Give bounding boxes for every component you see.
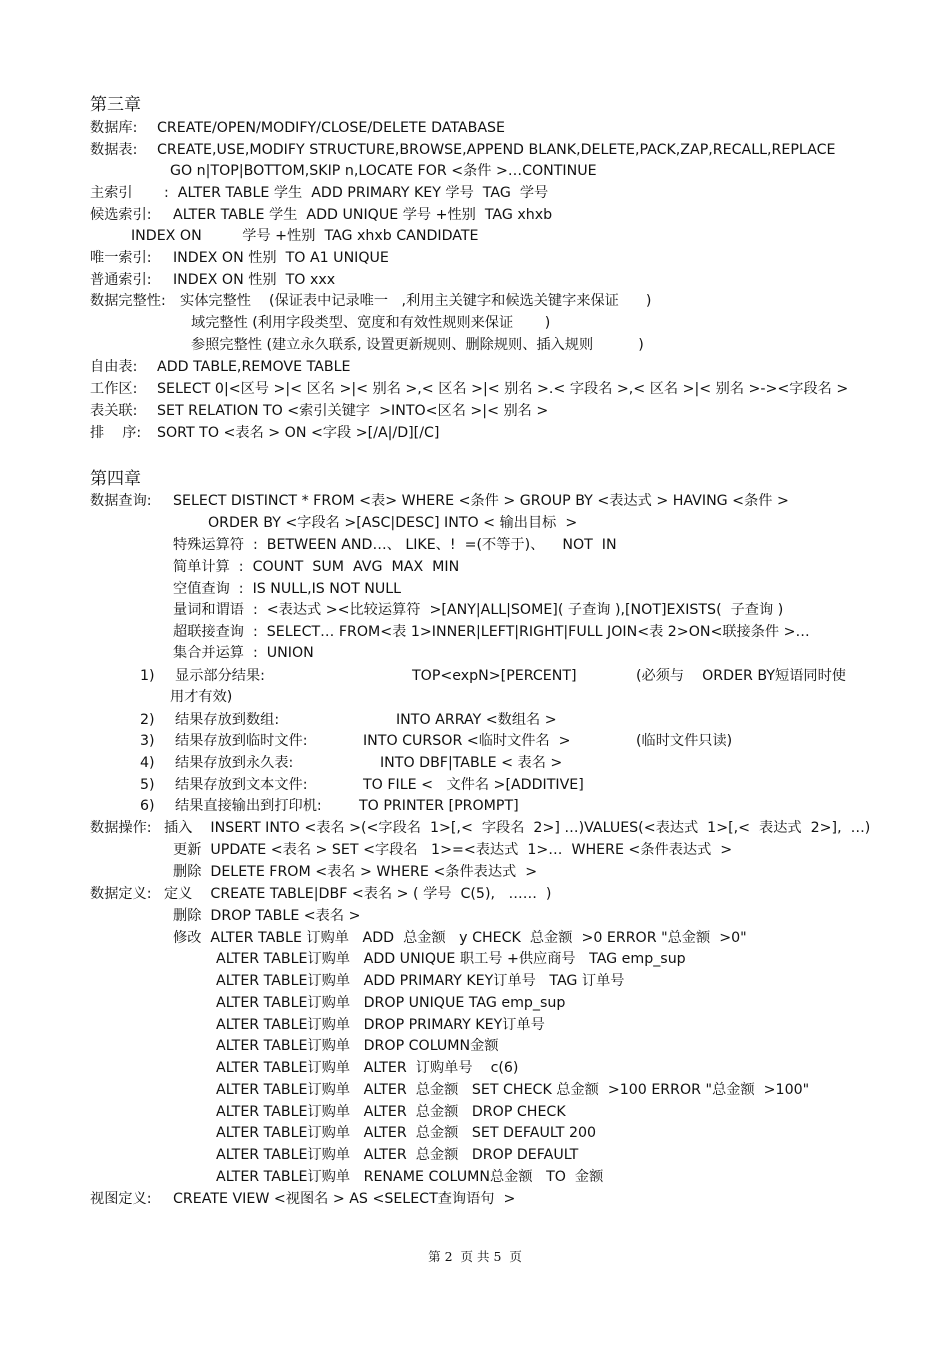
free-table-text: ADD TABLE,REMOVE TABLE	[157, 359, 351, 375]
free-table-label: 自由表:	[90, 359, 138, 375]
alter-line: ALTER TABLE订购单 RENAME COLUMN总金额 TO 金额	[216, 1169, 604, 1185]
alter-line: ALTER TABLE订购单 ALTER 总金额 SET CHECK 总金额 >100 ERROR "总金额 >100"	[216, 1082, 810, 1098]
list-item-label: 显示部分结果:	[175, 668, 265, 684]
alter-line: ALTER TABLE订购单 DROP PRIMARY KEY订单号	[216, 1017, 545, 1033]
chapter-3-title: 第三章	[90, 95, 141, 115]
table-label: 数据表:	[90, 142, 138, 158]
alter-line: ALTER TABLE订购单 ALTER 订购单号 c(6)	[216, 1060, 519, 1076]
simple-calc: 简单计算 : COUNT SUM AVG MAX MIN	[173, 559, 460, 575]
work-area-text: SELECT 0|<区号 >|< 区名 >|< 别名 >,< 区名 >|< 别名 >.< 字段名 >,< 区名 >|< 别名 >-><字段名 >	[157, 381, 849, 397]
database-label: 数据库:	[90, 120, 138, 136]
query-text: SELECT DISTINCT * FROM <表> WHERE <条件 > GROUP BY <表达式 > HAVING <条件 >	[173, 493, 789, 509]
integrity-text-2: 域完整性 (利用字段类型、宽度和有效性规则来保证 )	[191, 315, 551, 331]
list-item-num: 5)	[140, 777, 155, 793]
primary-index-label: 主索引	[90, 185, 133, 201]
data-def-label: 数据定义:	[90, 886, 152, 902]
relation-label: 表关联:	[90, 403, 138, 419]
page-footer: 第 2 页 共 5 页	[428, 1249, 522, 1264]
alter-line: ALTER TABLE订购单 ADD UNIQUE 职工号 +供应商号 TAG emp_sup	[216, 951, 686, 967]
list-item-command: INTO DBF|TABLE < 表名 >	[380, 755, 563, 771]
list-item-command: TOP<expN>[PERCENT]	[412, 668, 577, 684]
list-item-label: 结果存放到数组:	[175, 712, 280, 728]
work-area-label: 工作区:	[90, 381, 138, 397]
alter-line: ALTER TABLE订购单 DROP UNIQUE TAG emp_sup	[216, 995, 566, 1011]
data-op-insert: 插入 INSERT INTO <表名 >(<字段名 1>[,< 字段名 2>] …)VALUES(<表达式 1>[,< 表达式 2>], …)	[164, 820, 871, 836]
list-item-label: 结果存放到永久表:	[175, 755, 294, 771]
alter-line: ALTER TABLE订购单 ALTER 总金额 DROP CHECK	[216, 1104, 566, 1120]
list-item-command: INTO CURSOR <临时文件名 >	[363, 733, 571, 749]
candidate-index-text: ALTER TABLE 学生 ADD UNIQUE 学号 +性别 TAG xhxb	[173, 207, 553, 223]
special-operators: 特殊运算符 : BETWEEN AND…、 LIKE、! =(不等于)、 NOT IN	[173, 537, 617, 553]
list-item-num: 2)	[140, 712, 155, 728]
table-text-2: GO n|TOP|BOTTOM,SKIP n,LOCATE FOR <条件 >…CONTINUE	[170, 163, 597, 179]
list-item-command: TO FILE < 文件名 >[ADDITIVE]	[363, 777, 584, 793]
list-item-note: (必须与 ORDER BY短语同时使	[636, 668, 846, 684]
data-op-label: 数据操作:	[90, 820, 152, 836]
unique-index-label: 唯一索引:	[90, 250, 152, 266]
list-item-note-2: 用才有效)	[170, 689, 233, 705]
integrity-text-3: 参照完整性 (建立永久联系, 设置更新规则、删除规则、插入规则 )	[191, 337, 644, 353]
list-item-num: 4)	[140, 755, 155, 771]
data-op-delete: 删除 DELETE FROM <表名 > WHERE <条件表达式 >	[173, 864, 538, 880]
view-def-text: CREATE VIEW <视图名 > AS <SELECT查询语句 >	[173, 1191, 516, 1207]
union-operation: 集合并运算 : UNION	[173, 645, 314, 661]
list-item-label: 结果直接输出到打印机:	[175, 798, 322, 814]
list-item-num: 3)	[140, 733, 155, 749]
view-def-label: 视图定义:	[90, 1191, 152, 1207]
alter-line: ALTER TABLE订购单 DROP COLUMN金额	[216, 1038, 499, 1054]
data-def-drop: 删除 DROP TABLE <表名 >	[173, 908, 361, 924]
list-item-label: 结果存放到文本文件:	[175, 777, 308, 793]
quantifier-predicate: 量词和谓语 : <表达式 ><比较运算符 >[ANY|ALL|SOME]( 子查询 ),[NOT]EXISTS( 子查询 )	[173, 602, 784, 618]
list-item-num: 1)	[140, 668, 155, 684]
join-query: 超联接查询 : SELECT… FROM<表 1>INNER|LEFT|RIGHT|FULL JOIN<表 2>ON<联接条件 >…	[173, 624, 810, 640]
relation-text: SET RELATION TO <索引关键字 >INTO<区名 >|< 别名 >	[157, 403, 549, 419]
alter-line: ALTER TABLE订购单 ADD PRIMARY KEY订单号 TAG 订单号	[216, 973, 625, 989]
alter-line: ALTER TABLE订购单 ALTER 总金额 DROP DEFAULT	[216, 1147, 579, 1163]
normal-index-text: INDEX ON 性别 TO xxx	[173, 272, 336, 288]
primary-index-text: : ALTER TABLE 学生 ADD PRIMARY KEY 学号 TAG 学号	[164, 185, 549, 201]
unique-index-text: INDEX ON 性别 TO A1 UNIQUE	[173, 250, 389, 266]
query-label: 数据查询:	[90, 493, 152, 509]
integrity-label: 数据完整性:	[90, 293, 166, 309]
alter-line: ALTER TABLE订购单 ALTER 总金额 SET DEFAULT 200	[216, 1125, 597, 1141]
list-item-command: INTO ARRAY <数组名 >	[396, 712, 557, 728]
sort-text: SORT TO <表名 > ON <字段 >[/A|/D][/C]	[157, 425, 440, 441]
data-def-create: 定义 CREATE TABLE|DBF <表名 > ( 学号 C(5), …… )	[164, 886, 552, 902]
candidate-index-label: 候选索引:	[90, 207, 152, 223]
data-def-alter: 修改 ALTER TABLE 订购单 ADD 总金额 y CHECK 总金额 >0 ERROR "总金额 >0"	[173, 930, 747, 946]
list-item-command: TO PRINTER [PROMPT]	[359, 798, 519, 814]
chapter-4-title: 第四章	[90, 469, 141, 489]
normal-index-label: 普通索引:	[90, 272, 152, 288]
list-item-num: 6)	[140, 798, 155, 814]
list-item-note: (临时文件只读)	[636, 733, 733, 749]
database-text: CREATE/OPEN/MODIFY/CLOSE/DELETE DATABASE	[157, 120, 506, 136]
integrity-text: 实体完整性 (保证表中记录唯一 ,利用主关键字和候选关键字来保证 )	[180, 293, 652, 309]
candidate-index-text-2: INDEX ON 学号 +性别 TAG xhxb CANDIDATE	[131, 228, 479, 244]
data-op-update: 更新 UPDATE <表名 > SET <字段名 1>=<表达式 1>… WHERE <条件表达式 >	[173, 842, 733, 858]
query-text-2: ORDER BY <字段名 >[ASC|DESC] INTO < 输出目标 >	[208, 515, 578, 531]
sort-label: 排 序:	[90, 425, 142, 441]
null-query: 空值查询 : IS NULL,IS NOT NULL	[173, 581, 402, 597]
table-text: CREATE,USE,MODIFY STRUCTURE,BROWSE,APPEND BLANK,DELETE,PACK,ZAP,RECALL,REPLACE	[157, 142, 836, 158]
list-item-label: 结果存放到临时文件:	[175, 733, 308, 749]
